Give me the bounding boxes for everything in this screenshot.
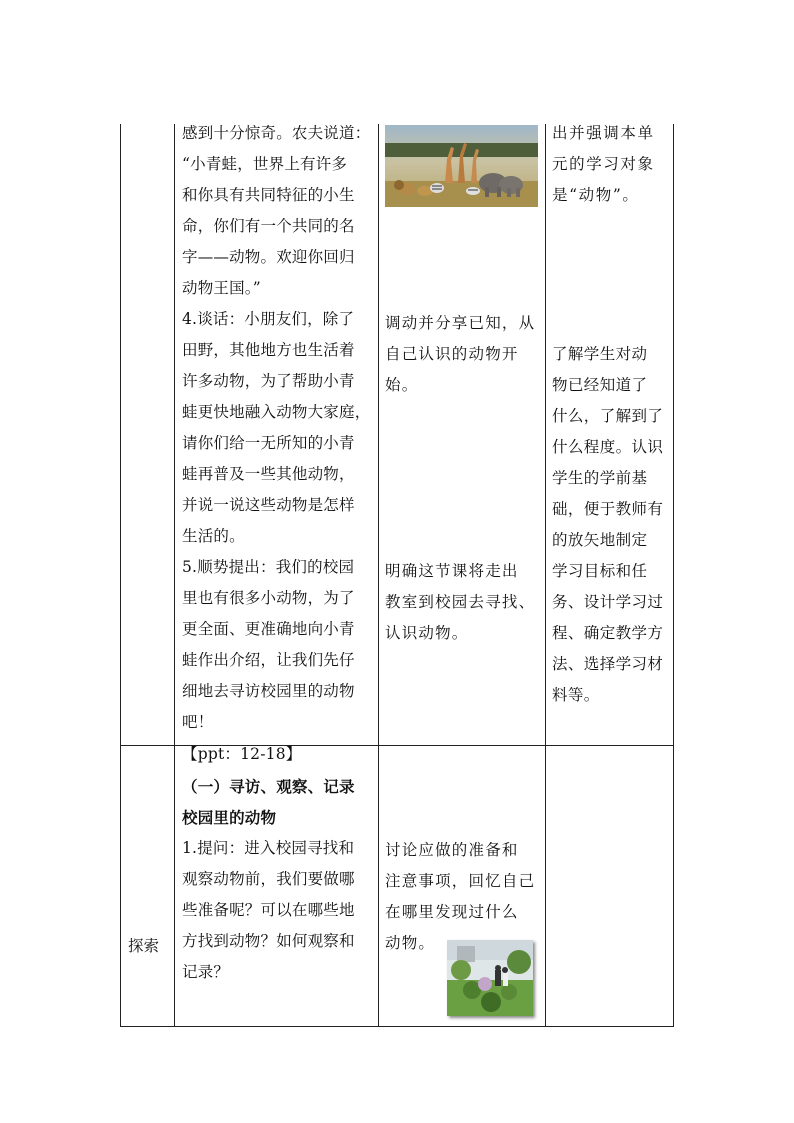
text-line: 更全面、更准确地向小青 (182, 620, 355, 638)
text-line: 请你们给一无所知的小青 (182, 434, 355, 452)
table-divider-1 (174, 124, 175, 1027)
text-line: 感到十分惊奇。农夫说道： (182, 124, 371, 142)
text-line: “小青蛙，世界上有许多 (182, 155, 348, 173)
text-line: 4.谈话：小朋友们，除了 (182, 310, 355, 328)
student-activity-text-row1a (385, 308, 545, 401)
text-line: 些准备呢？可以在哪些地 (182, 901, 355, 919)
text-line: 5.顺势提出：我们的校园 (182, 558, 355, 576)
text-line: 础，便于教师有 (552, 500, 664, 518)
text-line: 讨论应做的准备和 (385, 841, 519, 859)
teacher-activity-text-row1 (182, 118, 377, 738)
text-line: 并说一说这些动物是怎样 (182, 496, 355, 514)
design-intent-text-row1a (552, 118, 672, 211)
text-line: 生活的。 (182, 527, 245, 545)
text-line: 的放矢地制定 (552, 531, 648, 549)
text-line: 和你具有共同特征的小生 (182, 186, 355, 204)
text-line: 注意事项，回忆自己 (385, 872, 536, 890)
text-line: 蛙作出介绍，让我们先仔 (182, 651, 355, 669)
text-line: 动物王国。” (182, 279, 261, 297)
text-line: 动物。 (385, 934, 436, 952)
teacher-activity-text-row2 (182, 741, 377, 988)
section-heading: （一）寻访、观察、记录 (182, 777, 355, 796)
table-divider-3 (545, 124, 546, 1027)
text-line: 料等。 (552, 686, 600, 704)
text-line: 蛙更快地融入动物大家庭， (182, 403, 371, 421)
text-line: 里也有很多小动物，为了 (182, 589, 355, 607)
text-line: 是“动物”。 (552, 186, 640, 204)
text-line: 务、设计学习过 (552, 593, 664, 611)
text-line: 命，你们有一个共同的名 (182, 217, 355, 235)
campus-garden-photo (447, 940, 533, 1016)
design-intent-text-row1b (552, 339, 672, 711)
text-line: 程、确定教学方 (552, 624, 664, 642)
text-line: 什么，了解到了 (552, 407, 664, 425)
section-heading: 校园里的动物 (182, 808, 277, 827)
text-line: 教室到校园去寻找、 (385, 593, 536, 611)
ppt-reference: 【ppt：12-18】 (182, 745, 302, 763)
safari-animals-photo (385, 125, 538, 207)
text-line: 田野，其他地方也生活着 (182, 341, 355, 359)
text-line: 法、选择学习材 (552, 655, 664, 673)
text-line: 1.提问：进入校园寻找和 (182, 839, 355, 857)
text-line: 字——动物。欢迎你回归 (182, 248, 355, 266)
safari-animals-image (385, 125, 538, 207)
stage-label-explore: 探索 (128, 937, 160, 955)
text-line: 物已经知道了 (552, 376, 648, 394)
text-line: 记录？ (182, 963, 230, 981)
table-border-bottom (120, 1026, 674, 1027)
text-line: 蛙再普及一些其他动物， (182, 465, 355, 483)
text-line: 出并强调本单 (552, 124, 655, 142)
text-line: 吧！ (182, 713, 214, 731)
text-line: 细地去寻访校园里的动物 (182, 682, 355, 700)
text-line: 始。 (385, 376, 419, 394)
text-line: 认识动物。 (385, 624, 469, 642)
text-line: 自己认识的动物开 (385, 345, 519, 363)
text-line: 许多动物，为了帮助小青 (182, 372, 355, 390)
text-line: 观察动物前，我们要做哪 (182, 870, 355, 888)
campus-garden-image (447, 940, 533, 1016)
text-line: 什么程度。认识 (552, 438, 664, 456)
student-activity-text-row1b (385, 556, 545, 649)
text-line: 学生的学前基 (552, 469, 648, 487)
table-border-right (673, 124, 674, 1027)
text-line: 了解学生对动 (552, 345, 648, 363)
text-line: 学习目标和任 (552, 562, 648, 580)
table-divider-2 (378, 124, 379, 1027)
table-border-left (120, 124, 121, 1027)
text-line: 元的学习对象 (552, 155, 655, 173)
text-line: 在哪里发现过什么 (385, 903, 519, 921)
text-line: 方找到动物？如何观察和 (182, 932, 355, 950)
text-line: 调动并分享已知，从 (385, 314, 536, 332)
text-line: 明确这节课将走出 (385, 562, 519, 580)
